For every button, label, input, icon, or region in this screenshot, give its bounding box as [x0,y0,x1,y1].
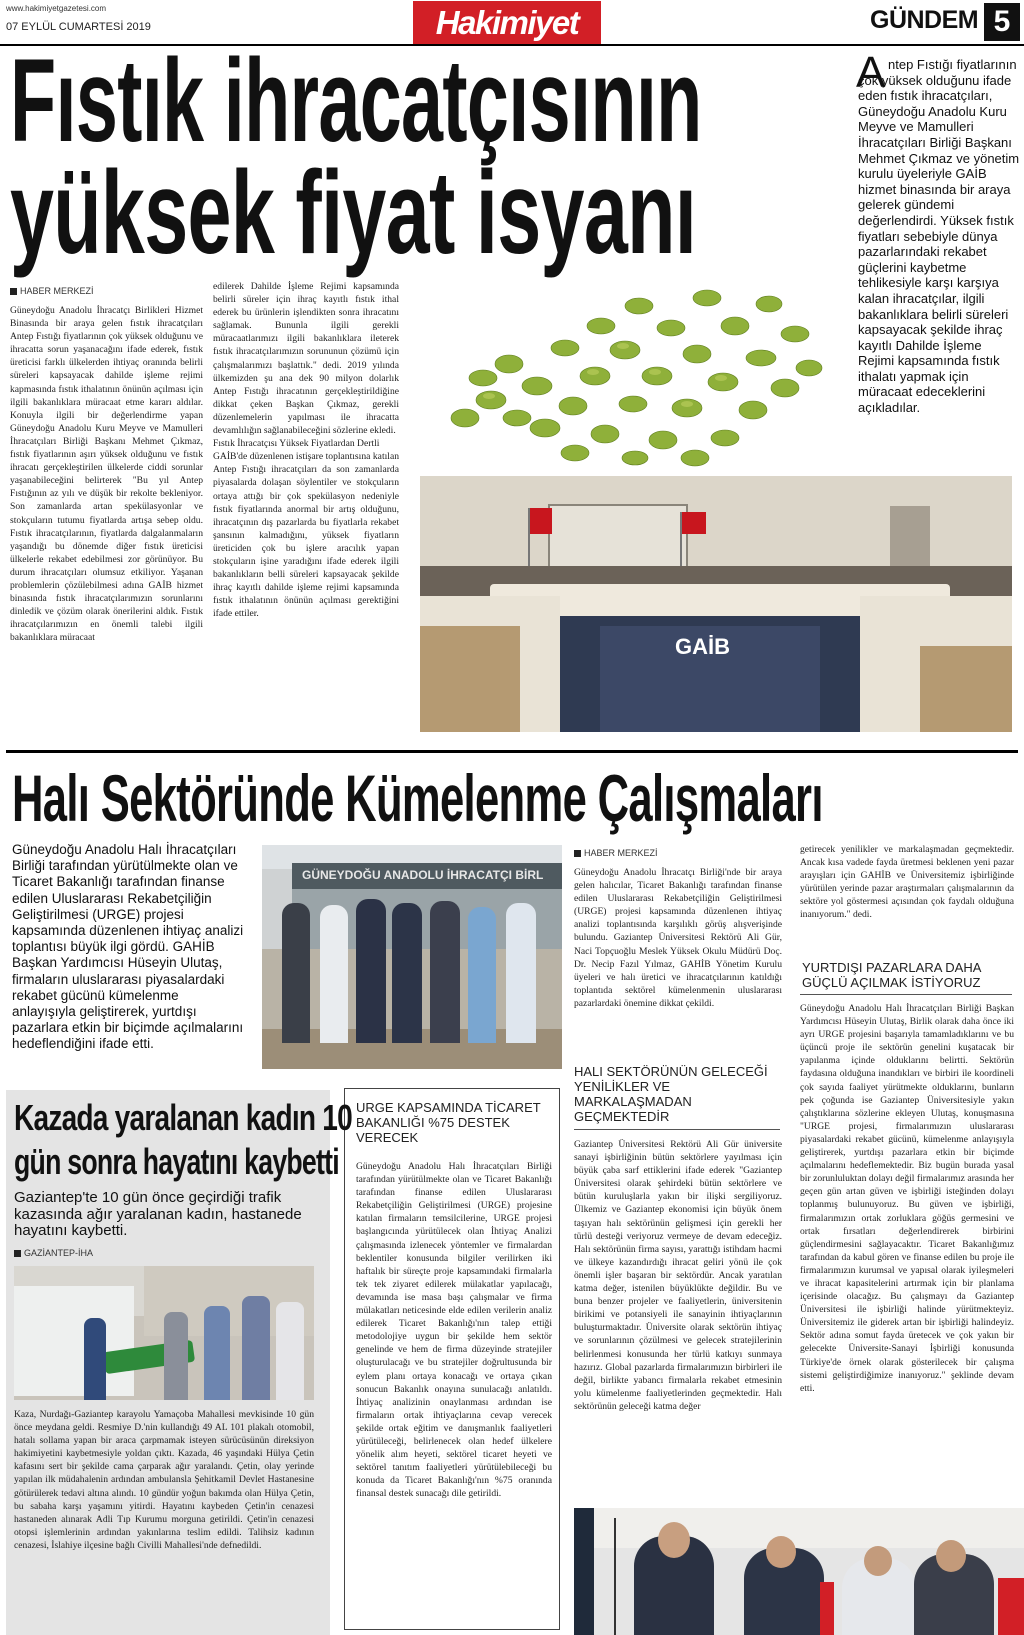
article2-lead: Güneydoğu Anadolu Halı İhracatçıları Birliği tarafından yürütülmekte olan ve Ticaret Bakanlığı tarafından finanse edilen Uluslararası Rekabetçiliğin Geliştirilmesi (URGE) projesi kapsamında düzenlenen ihtiyaç analizi toplantısı büyük ilgi gördü. GAHİB Başkan Yardımcısı Hüseyin Ulutaş, firmaların uluslararası piyasalardaki rekabet gücünü kümelenme anlayışıyla geliştirerek, yurtdışı pazarlara etkin bir biçimde açılmalarını hedeflendiğini ifade etti. [12,842,244,1052]
urge-box-subhead: URGE KAPSAMINDA TİCARET BAKANLIĞI %75 DESTEK VERECEK [356,1100,541,1145]
meeting-carpet-logo: GAİB [675,634,730,659]
article2-headline: Halı Sektöründe Kümelenme Çalışmaları [12,761,823,835]
article3-deck: Gaziantep'te 10 gün önce geçirdiği trafik kazasında ağır yaralanan kadın, hastanede hayatını kaybetti. [14,1189,302,1240]
section-label: GÜNDEM [870,6,979,34]
article3-body: Kaza, Nurdağı-Gaziantep karayolu Yamaçoba Mahallesi mevkisinde 10 gün önce meydana geldi. Resmiye D.'nin kullandığı 49 AL 101 plakalı otomobil, hatalı sollama yapan bir araca çarpmamak isteyen sürücüsünün direksiyon hakimiyetini kaybetmesiyle yoldan çıktı. Kazada, 46 yaşındaki Hülya Çetin kafasını sert bir şekilde cama çarparak ağır yaralandı. Çetin, olay yerinde yapılan ilk müdahalenin ardından ambulansla Şehitkamil Devlet Hastanesine götürülerek tedavi altına alındı. 10 gündür yoğun bakımda olan Hülya Çetin, bu sabaha karşı yaşamını yitirdi. Hayatını kaybeden Çetin'in cenazesi hastaneden alınarak Adli Tıp Kurumu morguna getirildi. Çetin'in cenazesi otopsi işlemlerinin ardından yakınlarına teslim edildi. Talihsiz kadının cenazesi, İslahiye ilçesine bağlı Civilli Mahallesi'nde defnedildi. [14,1409,314,1551]
col2-text: edilerek Dahilde İşleme Rejimi kapsamında belirli süreler için ihraç kayıtlı fıstık ithal ederek bu ürünlerin işlendikten sonra ihracatını sağlamak. Bununla ilgili gerekli müracaatlarımızı ilgili bakanlıklara ileterek fıstık ihracatçılarımızın sorununun çözümü için çalışmalarımızı başlattık." dedi. 2019 yılında ülkemizden şu ana dek 90 milyon dolarlık Antep Fıstığı ihracatının gerçekleştirildiğine dikkat çeken Başkan Çıkmaz, gerekli düzenlemelerin yapılması ile ihracatta devamlılığın sağlanabileceğini sözlerine ekledi. [213,281,399,437]
urge-box-text: Güneydoğu Anadolu Halı İhracatçıları Birliği tarafından yürütülmekte olan ve Ticaret Bakanlığı tarafından finanse edilen Uluslararası Rekabetçiliğin Geliştirilmesi (URGE) projesine katılan firmaların temsilcilerine, URGE projesi başlangıcında yürütülecek olan İhtiyaç Analizi çalışmasında izlenecek yöntemler ve firmalardan beklentiler konusunda bilgiler verilirken iki haftalık bir süreçte proje kapsamındaki firmalarla tek tek ziyaret edilerek mülakatlar yapılacağı, devamında ise masa başı çalışmalar ve firma mülakatları neticesinde elde edilen verilerin analiz edilerek Ticaret Bakanlığı'nın talep ettiği metodolojiye uygun bir şekilde hem sektör genelinde ve hem de firma düzeyinde stratejiler oluşturulacağı ve bu stratejiler doğrultusunda bir eylem planı ortaya konacağı ve ortaya çıkan sonucun Bakanlık onayına sunulacağı anlatıldı. İhtiyaç analizinin onaylanması ardından ise firmaların ortak ihtiyaçlarına cevap verecek şekilde ortak eğitim ve danışmanlık faaliyetleri yürütüleceği, belirlenecek olan hedef ülkelere yönelik alım heyeti, sektörel ticaret heyeti ve sektörel tanıtım faaliyetleri yürütülebileceği bu konuda da Ticaret Bakanlığı'nın %75 oranında finansal destek sunacağı dile getirildi. [356,1161,552,1500]
article2-subhead-a: HALI SEKTÖRÜNÜN GELECEĞİ YENİLİKLER VE MARKALAŞMADAN GEÇMEKTEDİR [574,1064,768,1124]
article2-subhead-b: YURTDIŞI PAZARLARA DAHA GÜÇLÜ AÇILMAK İSTİYORUZ [802,960,981,990]
issue-date: 07 EYLÜL CUMARTESİ 2019 [6,21,151,33]
col2-subhead: Fıstık İhracatçısı Yüksek Fiyatlardan Dertli [213,438,380,450]
article-body-col2 [213,280,399,736]
article3-headline-2: gün sonra hayatını kaybetti [14,1141,339,1182]
article2-body-a2: Gaziantep Üniversitesi Rektörü Ali Gür üniversite sanayi işbirliğinin bütün sektörlere yayılması için büyük çaba sarf ettiklerini ifade ederek "Gaziantep Üniversitesi olarak şehirdeki bütün sektörlere ve bütün kuruluşlarla yakın bir ilişki sergiliyoruz. Ülkemiz ve Gaziantep ekonomisi için büyük önem taşıyan halı sektörünün gelişmesi için gerekli her türlü desteği veriyoruz vermeye de devam edeceğiz. Halı sektörünün firma sayısı, yarattığı istihdam hacmi ve ülkeye kazandırdığı ihracat geliri yönü ile çok önemli işler başaran bir sektördür. Ancak yaratılan katma değer, istenilen büyüklükte değildir. Bu ve buna benzer projeler ve faaliyetlerin, üniversitenin birikimi ve potansiyeli ile sanayinin ihtiyaçlarının buluşturmaktadır. Üniversite olarak sektörün ihtiyaç ve sorunlarının çözülmesi ve gelecek stratejilerinin belirlenmesi konusunda her türlü katkıyı sunmaya hazırız. Global pazarlarda firmalarımızın birbirleri ile değil, birlikte yabancı firmalarla rekabet etmesinin yolu kümelenme faaliyetlerinden geçmektedir. Halı sektörünün geleceği katma değer [574,1139,782,1412]
article3-byline: GAZİANTEP-İHA [14,1248,93,1258]
article2-body-b: getirecek yenilikler ve markalaşmadan geçmektedir. Ancak kısa vadede fayda üretmesi beklenen yeni pazar arayışları için GAHİB ve Üniversitemiz işbirliğinde yürütülen yerinde pazar araştırmaları çalışmalarının da sektöre yol göstermesi açısından çok faydalı olduğuna inanıyorum." dedi. [800,844,1014,921]
building-photo [262,845,562,1069]
article2-body-a: Güneydoğu Anadolu İhracatçı Birliği'nde bir araya gelen halıcılar, Ticaret Bakanlığı tarafından finanse edilen Uluslararası Rekabetçiliğin Geliştirilmesi (URGE) projesi kapsamında düzenlenen ihtiyaç analizi toplantısında karşılıklı görüş alışverişinde bulundu. Gaziantep Üniversitesi Rektörü Ali Gür, Naci Topçuoğlu Meslek Yüksek Okulu Müdürü Doç. Dr. Necip Fazıl Yılmaz, GAHİB Yönetim Kurulu üyeleri ve halı üretici ve ihracatçılarının katıldığı toplantıda sektörel kümelenmenin uluslararası pazarlardaki önemine dikkat çekildi. [574,867,782,1009]
headline-line-2: yüksek fiyat isyanı [10,147,697,279]
lead-dropcap: A [856,48,886,97]
lead-paragraph: ntep Fıstığı fiyatlarının çok yüksek olduğunu ifade eden fıstık ihracatçıları, Güneydoğu Anadolu Kuru Meyve ve Mamulleri İhracatçıları Birliği Başkanı Mehmet Çıkmaz ve yönetim kurulu üyeleriyle GAİB hizmet binasında bir araya gelerek gündemi değerlendirdi. Yüksek fıstık fiyatları sebebiyle dünya pazarlarındaki rekabet güçlerini kaybetme tehlikesiyle karşı karşıya kalan ihracatçılar, ilgili bakanlıklara belirli süreleri kapsayacak şekilde ihraç kayıtlı Dahilde İşleme Rejimi kapsamında fıstık ithalatı yapmak için müracaat edeceklerini açıkladılar. [858,57,1020,416]
article3-headline-1: Kazada yaralanan kadın 10 [14,1097,352,1138]
conference-photo [574,1508,1024,1635]
meeting-photo [420,476,1012,732]
byline: HABER MERKEZİ [10,286,94,296]
article-body-col1: Güneydoğu Anadolu İhracatçı Birlikleri Hizmet Binasında bir araya gelen fıstık ihracatçıları Antep Fıstığı fiyatlarının çok yüksek olduğunu ve ihracatta sorun yaşanacağını ifade ederek, fıstık üreticisi farklı ülkelerden ihtiyaç oranında belirli süreleri kapsayacak dahilde işleme rejimi kapmasında fıstık ithalatının önünün açılması için ilgili bakanlıklara müracaat etme kararı aldılar. Konuyla ilgili bir değerlendirme yapan Güneydoğu Anadolu Kuru Meyve ve Mamulleri İhracatçıları Birliği Başkanı Mehmet Çıkmaz, fıstık fiyatlarının aşırı yüksek olduğunu ve fıstık ihracatı gerçekleştirilen ülkelerde ciddi sorunlar yaşanabileceğini belirterek "Bu yıl Antep Fıstığının az yılı ve düşük bir rekolte bekleniyor. Son zamanlarda artan spekülasyonlar ve stokçuların tutumu fiyatlarda artışa sebep oldu. Fıstık ihracatçılarının, fiyatlarda dalgalanmaların yaşandığı bu dönemde diğer fıstık üreticisi ülkelerle rekabet edebilmesi zor görünüyor. Bu durum ihracatçıları olumsuz etkiliyor. Yaşanan problemlerin çözülebilmesi adına GAİB hizmet binasında fıstık ihracatçılarımızın sorunlarını dinledik ve çözüm olarak önerilerini aldık. Fıstık ihracatçılarımızın en önemli talebi ilgili bakanlıklara müracaat [10,305,203,644]
page-number: 5 [984,3,1020,41]
article2-byline: HABER MERKEZİ [574,848,658,858]
site-url[interactable]: www.hakimiyetgazetesi.com [6,4,107,13]
article2-body-b2: Güneydoğu Anadolu Halı İhracatçıları Birliği Başkan Yardımcısı Hüseyin Ulutaş, Birlik olarak daha önce iki ayrı URGE projesini başarıyla tamamladıklarını ve bu üçüncü proje ile sektörün genelini kuşatacak bir yapılanma içinde olduklarını belirtti. Sektörün faydasına olduğuna inandıkları ve birbiri ile koordineli çok sayıda faaliyet yürütmekte olduklarını, bunların pek çoğunda ise Gaziantep Üniversitesiyle yakın çalıştıklarına sözlerine ekleyen Ulutaş, konuşmasına "URGE projesi, firmalarımızın uluslararası piyasalardaki rekabet gücünü, kümelenme anlayışıyla geliştirerek, yurtdışı pazarlara etkin bir biçimde açılmalarını hedeflemektedir. Biz bugün burada yasal bir zorunluluktan dolayı değil firmalarımız arasında her geçen gün artan güven ve işbirliği isteğinden dolayı toplanmış bulunuyoruz. Bu güven ve işbirliği, firmalarımızın ortak zorluklara göğüs germesini ve ortak fırsatları değerlendirerek birbirini güçlendirmesini sağlayacaktır. Ticaret Bakanlığımız tarafından da kabul gören ve finanse edilen bu proje ile firmalarımızın kurumsal ve yapısal olarak iyileşmeleri ve ihracat kapasitelerini artırmak için bir planlama içerisinde olacağız. Bu çalışmayı da Gaziantep Üniversitesi ile işbirliği halinde yürütmekteyiz. Üniversitemiz ile giderek artan bir işbirliği halindeyiz. Sektör adına somut fayda üretecek ve çok yakın bir gelecekte Üniversite-Sanayi İşbirliği konusunda Türkiye'de örnek olarak gösterilecek bir çalışma sistemi geliştirdiğimize inanıyoruz." şeklinde devam etti. [800,1003,1014,1394]
headline-line-1: Fıstık ihracatçısının [10,35,702,167]
subhead-rule-a [574,1129,780,1130]
col2-text-b: GAİB'de düzenlenen istişare toplantısına katılan Antep Fıstığı ihracatçıları da son zamanlarda piyasalarda dolaşan söylentiler ve stokçuların ortaya attığı bir çok spekülasyon nedeniyle fıstık fiyatlarında anormal bir artış olduğunu, ihracatçının dış pazarlarda bu fiyatlarla rekabet şansının kalmadığını, yüksek fiyatların üreticiden çok bu işlere aracılık yapan stokçuların işine yaradığını ifade ederek ilgili bakanlıkların belli süreleri kapsayacak şekilde ihraç kayıtlı dahilde işleme rejimi kapsamında fıstık ithalatının önünün açılması gerektiğini ifade ettiler. [213,451,399,620]
subhead-rule-b [800,994,1012,995]
section-rule-1 [6,750,1018,753]
pistachio-photo [425,268,845,468]
funeral-photo [14,1266,314,1400]
logo-text: Hakimiyet [435,3,579,41]
building-sign: GÜNEYDOĞU ANADOLU İHRACATÇI BİRL [302,868,544,882]
